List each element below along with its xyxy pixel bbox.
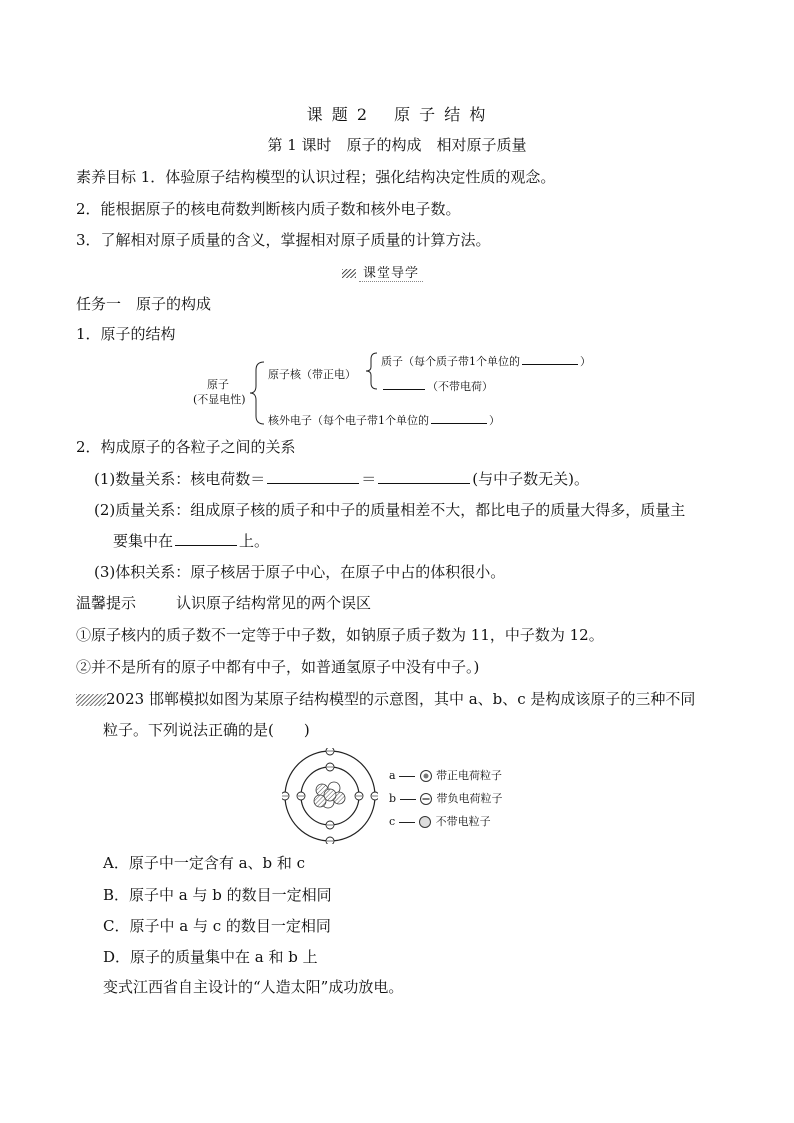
tree-proton-suffix: ）: [580, 355, 591, 368]
option-a[interactable]: A．原子中一定含有 a、b 和 c: [103, 854, 306, 872]
neutron-name-blank: [383, 375, 425, 390]
lesson-title: 课 题 2 原 子 结 构: [306, 105, 488, 124]
relation-quantity-eq: ＝: [361, 470, 377, 488]
atom-model-diagram: [282, 748, 378, 844]
question-stem-1: 2023 邯郸模拟如图为某原子结构模型的示意图，其中 a、b、c 是构成该原子的三种不同: [106, 690, 696, 708]
brace-inner-icon: [364, 351, 380, 391]
legend-c-label: 不带电粒子: [435, 815, 491, 828]
legend-a-letter: a: [389, 769, 396, 782]
tip-title: 认识原子结构常见的两个误区: [176, 594, 372, 612]
legend-b-letter: b: [389, 792, 397, 805]
goal-line-2: 2．能根据原子的核电荷数判断核内质子数和核外电子数。: [76, 200, 461, 218]
tip-item-1: ①原子核内的质子数不一定等于中子数，如钠原子质子数为 11，中子数为 12。: [76, 626, 604, 644]
goal-line-3: 3．了解相对原子质量的含义，掌握相对原子质量的计算方法。: [76, 231, 491, 249]
tree-electron-suffix: ）: [489, 414, 500, 427]
brace-outer-icon: [248, 360, 268, 426]
relation-quantity: [94, 468, 589, 489]
legend-b-label: 带负电荷粒子: [436, 792, 503, 805]
neutron-particle-icon: [418, 815, 432, 829]
option-b[interactable]: B．原子中 a 与 b 的数目一定相同: [103, 886, 332, 904]
section-badge-label: 课堂导学: [359, 262, 423, 282]
tree-electron: [268, 409, 500, 428]
relation-quantity-label: (1)数量关系：核电荷数＝: [94, 470, 266, 488]
proton-charge-blank: [522, 350, 578, 365]
legend-a: [389, 767, 502, 783]
task1-sub2: 2．构成原子的各粒子之间的关系: [76, 438, 296, 456]
tree-neutron: [381, 375, 493, 394]
option-c[interactable]: C．原子中 a 与 c 的数目一定相同: [103, 917, 331, 935]
goal-line-1: 素养目标 1．体验原子结构模型的认识过程；强化结构决定性质的观念。: [76, 168, 556, 186]
task1-sub1: 1．原子的结构: [76, 325, 176, 343]
tip-header: [76, 592, 371, 613]
section-badge: [342, 262, 423, 282]
tip-label: 温馨提示: [76, 594, 137, 612]
tree-nucleus: 原子核（带正电）: [268, 368, 356, 381]
tip-item-2: ②并不是所有的原子中都有中子，如普通氢原子中没有中子。): [76, 658, 480, 676]
question-line-2: 粒子。下列说法正确的是( ): [103, 721, 310, 739]
tree-root-note: (不显电性): [193, 393, 246, 406]
lesson-subtitle: 第 1 课时 原子的构成 相对原子质量: [267, 136, 527, 154]
relation-mass-line1: (2)质量关系：组成原子核的质子和中子的质量相差不大，都比电子的质量大得多，质量主: [94, 501, 686, 519]
option-d[interactable]: D．原子的质量集中在 a 和 b 上: [103, 948, 318, 966]
tree-proton-label: 质子（每个质子带1个单位的: [381, 355, 520, 368]
badge-pattern-icon: [342, 269, 356, 278]
quantity-blank-1: [267, 469, 359, 484]
question-tag-icon: [76, 694, 106, 706]
legend-b: [389, 790, 503, 806]
proton-particle-icon: [419, 769, 433, 783]
relation-mass-line2: [113, 530, 269, 551]
relation-volume: (3)体积关系：原子核居于原子中心，在原子中占的体积很小。: [94, 563, 506, 581]
relation-quantity-suffix: (与中子数无关)。: [472, 470, 589, 488]
electron-particle-icon: [419, 792, 433, 806]
legend-a-label: 带正电荷粒子: [436, 769, 503, 782]
tree-root: 原子: [207, 378, 229, 391]
mass-blank: [175, 531, 237, 546]
variant-question: 变式江西省自主设计的“人造太阳”成功放电。: [103, 978, 404, 996]
quantity-blank-2: [378, 469, 470, 484]
relation-mass-prefix: 要集中在: [113, 532, 174, 550]
tree-neutron-label: （不带电荷）: [427, 380, 493, 393]
legend-c-letter: c: [389, 815, 396, 828]
tree-proton: [381, 350, 591, 369]
question-line-1: [76, 688, 695, 709]
relation-mass-suffix: 上。: [239, 532, 270, 550]
legend-c: [389, 813, 491, 829]
tree-electron-label: 核外电子（每个电子带1个单位的: [268, 414, 429, 427]
electron-charge-blank: [431, 409, 487, 424]
task1-heading: 任务一 原子的构成: [76, 295, 212, 313]
